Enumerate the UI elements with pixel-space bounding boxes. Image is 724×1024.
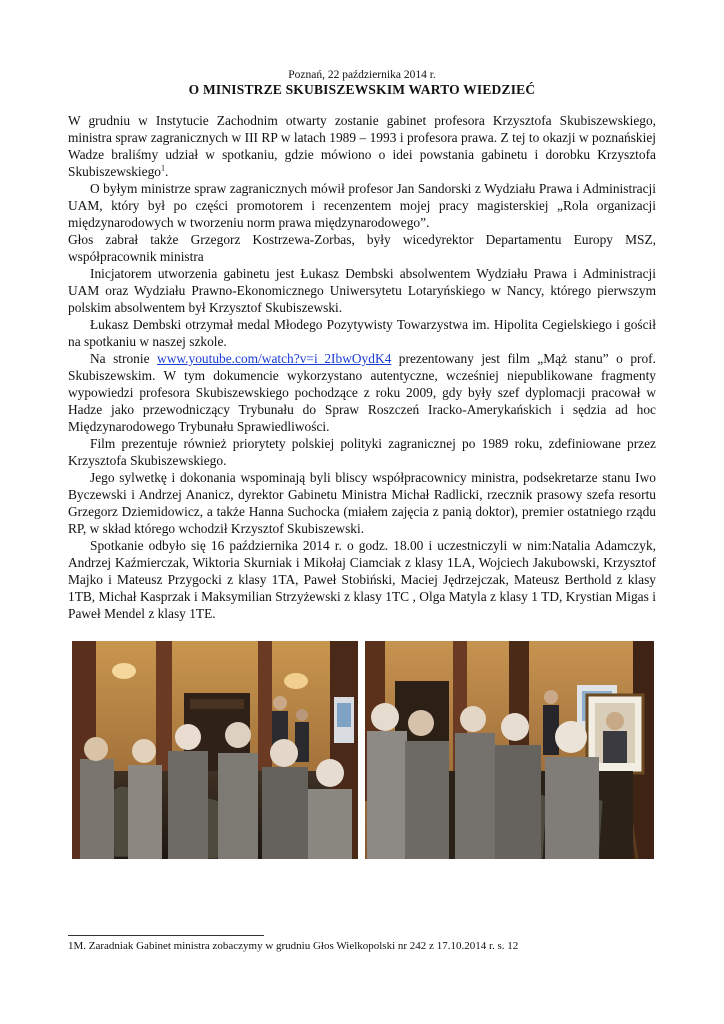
paragraph-1 [68, 112, 656, 180]
paragraph-7: Film prezentuje również priorytety polskiej polityki zagranicznej po 1989 roku, zdefiniowane przez Krzysztofa Skubiszewskiego. [68, 436, 656, 468]
paragraph-9: Spotkanie odbyło się 16 października 2014 r. o godz. 18.00 i uczestniczyli w nim:Natalia Adamczyk, Andrzej Kaźmierczak, Wiktoria Skurniak i Mikołaj Ciamciak z klasy 1LA, Wojciech Jakubowski, Krzysztof Majko i Mateusz Przygocki z klasy 1TA, Paweł Stobiński, Maciej Jędrzejczak, Mateusz Berthold z klasy 1TB, Michał Kasprzak i Maksymilian Strzyżewski z klasy 1TC , Olga Matyla z klasy 1 TD, Krystian Migas i Paweł Mendel z klasy 1TE. [68, 538, 656, 621]
meeting-photo-left [72, 641, 358, 859]
article-body [68, 112, 656, 622]
footnote: 1M. Zaradniak Gabinet ministra zobaczymy w grudniu Głos Wielkopolski nr 242 z 17.10.2014 r. s. 12 [68, 940, 519, 952]
meeting-photo-right [365, 641, 654, 859]
page-title: O MINISTRZE SKUBISZEWSKIM WARTO WIEDZIEĆ [188, 82, 536, 97]
paragraph-8: Jego sylwetkę i dokonania wspominają byli bliscy współpracownicy ministra, podsekretarze stanu Iwo Byczewski i Andrzej Ananicz, dyrektor Gabinetu Ministra Michał Radlicki, rzecznik prasowy szefa resortu Grzegorz Dziemidowicz, a także Hanna Suchocka (miałem zajęcia z panią doktor), premier ostatniego rządu RP, w skład którego wchodził Krzysztof Skubiszewski. [68, 470, 656, 536]
paragraph-3: Głos zabrał także Grzegorz Kostrzewa-Zorbas, były wicedyrektor Departamentu Europy MSZ, współpracownik ministra [68, 232, 656, 264]
footnote-separator [68, 935, 264, 936]
paragraph-6 [68, 350, 656, 435]
paragraph-4: Inicjatorem utworzenia gabinetu jest Łukasz Dembski absolwentem Wydziału Prawa i Administracji UAM oraz Wydziału Prawno-Ekonomicznego Uniwersytetu Lotaryńskiego w Nancy, którego pierwszym polskim absolwentem był Krzysztof Skubiszewski. [68, 266, 656, 315]
photo-gallery [72, 641, 654, 859]
document-page [68, 68, 656, 622]
paragraph-5: Łukasz Dembski otrzymał medal Młodego Pozytywisty Towarzystwa im. Hipolita Cegielskiego i gościł na spotkaniu w naszej szkole. [68, 317, 656, 349]
footnote-ref[interactable]: 1 [160, 163, 165, 173]
paragraph-2: O byłym ministrze spraw zagranicznych mówił profesor Jan Sandorski z Wydziału Prawa i Administracji UAM, który był po części promotorem i recenzentem mojej pracy magisterskiej „Rola organizacji międzynarodowych w tworzeniu norm prawa międzynarodowego”. [68, 181, 656, 230]
paragraph-1-end: . [164, 164, 169, 179]
dateline: Poznań, 22 października 2014 r. [288, 69, 436, 81]
paragraph-6-rest: prezentowany jest film „Mąż stanu” o prof. Skubiszewskim. W tym dokumencie wykorzystano autentyczne, wcześniej niepublikowane fragmenty wypowiedzi profesora Skubiszewskiego pochodzące z roku 2009, gdy były szef dyplomacji pracował w Hadze jako przewodniczący Trybunału do Spraw Roszczeń Iracko-Amerykańskich i sędzia ad hoc Międzynarodowego Trybunału Sprawiedliwości. [68, 351, 656, 434]
paragraph-6-start: Na stronie [90, 351, 158, 366]
youtube-link[interactable]: www.youtube.com/watch?v=i_2IbwOydK4 [157, 351, 392, 366]
paragraph-1-text: W grudniu w Instytucie Zachodnim otwarty zostanie gabinet profesora Krzysztofa Skubiszewskiego, ministra spraw zagranicznych w III RP w latach 1989 – 1993 i profesora prawa. Z tej to okazji w poznańskiej Wadze braliśmy udział w spotkaniu, gdzie mówiono o idei powstania gabinetu i dorobku Krzysztofa Skubiszewskiego [68, 113, 656, 179]
